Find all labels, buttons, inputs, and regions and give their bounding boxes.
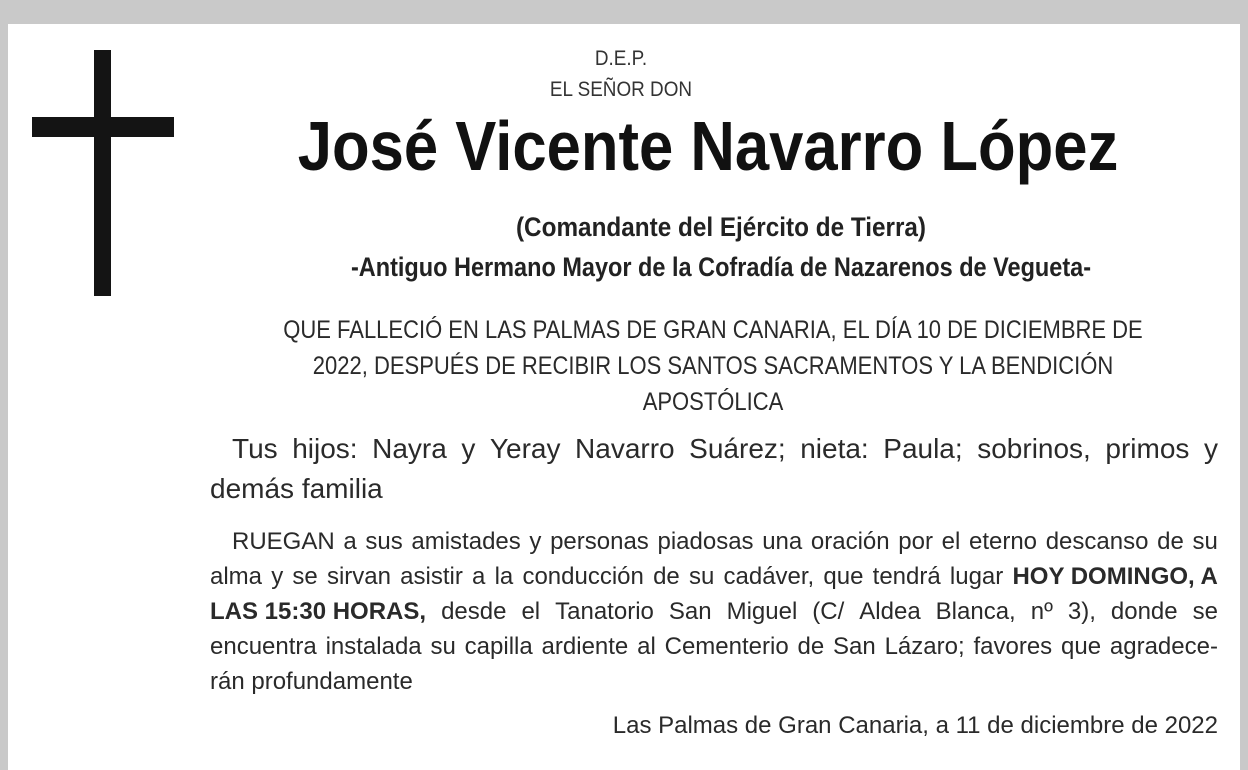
word: Blanca, — [935, 598, 1016, 625]
word: sirvan — [326, 563, 391, 590]
word: por — [898, 528, 933, 555]
request-paragraph — [210, 524, 1218, 699]
word: cadáver, — [723, 563, 815, 590]
request-line — [210, 524, 1218, 559]
place-date-signature: Las Palmas de Gran Canaria, a 11 de diciembre de 2022 — [612, 712, 1218, 739]
word: Navarro — [575, 433, 675, 464]
word: y — [1203, 433, 1218, 464]
request-line — [210, 664, 1218, 699]
cross-vertical-bar — [94, 50, 111, 296]
word: eterno — [968, 528, 1038, 555]
word: nieta: — [800, 433, 869, 464]
word: el — [941, 528, 961, 555]
brotherhood-title: -Antiguo Hermano Mayor de la Cofradía de Nazarenos de Vegueta- — [350, 252, 1092, 282]
obituary-card — [8, 24, 1240, 770]
word: se — [292, 563, 318, 590]
word: oración — [810, 528, 890, 555]
comma: , — [419, 598, 427, 625]
word: instalada — [325, 633, 422, 660]
request-line — [210, 594, 1218, 629]
word: sus — [365, 528, 403, 555]
word: su — [1192, 528, 1218, 555]
word: tendrá — [872, 563, 941, 590]
word: que — [1061, 633, 1102, 660]
request-word: rán profundamente — [210, 668, 413, 695]
word: y — [271, 563, 284, 590]
cross-horizontal-bar — [32, 117, 174, 137]
word: hijos: — [292, 433, 358, 464]
word: Paula; — [883, 433, 963, 464]
deceased-rank: (Comandante del Ejército de Tierra) — [515, 212, 927, 242]
word: de — [653, 563, 680, 590]
word: el — [521, 598, 541, 625]
word: nº — [1030, 598, 1053, 625]
death-notice-line: QUE FALLECIÓ EN LAS PALMAS DE GRAN CANARIA, EL DÍA 10 DE DICIEMBRE DE — [283, 316, 1143, 344]
word: al — [637, 633, 656, 660]
word: piadosas — [657, 528, 754, 555]
word: alma — [210, 563, 263, 590]
word: Tus — [232, 433, 278, 464]
death-notice-line: APOSTÓLICA — [642, 388, 784, 416]
word: a — [343, 528, 357, 555]
dep-label: D.E.P. — [594, 47, 648, 70]
word: de — [797, 633, 825, 660]
word: Suárez; — [689, 433, 786, 464]
word: (C/ — [812, 598, 845, 625]
word: RUEGAN — [232, 528, 335, 555]
bold-time-phrase: LAS 15:30 HORAS, — [210, 598, 427, 625]
word: a — [472, 563, 486, 590]
word: lugar — [949, 563, 1004, 590]
word: donde — [1110, 598, 1178, 625]
word: San — [833, 633, 876, 660]
word: Cementerio — [664, 633, 789, 660]
word: primos — [1105, 433, 1190, 464]
request-line — [210, 559, 1218, 594]
word: personas — [550, 528, 649, 555]
word: capilla — [464, 633, 533, 660]
word: y — [529, 528, 542, 555]
death-notice — [213, 312, 1213, 420]
word: ardiente — [541, 633, 629, 660]
family-line: demás familia — [210, 473, 383, 504]
request-line — [210, 629, 1218, 664]
word: Nayra — [372, 433, 447, 464]
bold-time-phrase: HOY DOMINGO, A — [1012, 563, 1218, 590]
word: Yeray — [489, 433, 561, 464]
word: y — [461, 433, 476, 464]
deceased-name: José Vicente Navarro López — [297, 107, 1119, 185]
word: de — [1157, 528, 1184, 555]
word: San — [668, 598, 712, 625]
word: asistir — [400, 563, 463, 590]
word: 3), — [1067, 598, 1096, 625]
word: su — [430, 633, 456, 660]
word: descanso — [1045, 528, 1149, 555]
word: conducción — [522, 563, 644, 590]
word: sobrinos, — [977, 433, 1091, 464]
word: encuentra — [210, 633, 317, 660]
word: amistades — [411, 528, 521, 555]
word: que — [823, 563, 864, 590]
word: la — [494, 563, 514, 590]
death-notice-line: 2022, DESPUÉS DE RECIBIR LOS SANTOS SACRAMENTOS Y LA BENDICIÓN — [312, 352, 1114, 380]
word: Aldea — [859, 598, 921, 625]
word: se — [1192, 598, 1218, 625]
word: su — [688, 563, 715, 590]
word: agradece- — [1109, 633, 1218, 660]
word: una — [762, 528, 803, 555]
word: Miguel — [726, 598, 798, 625]
word: Lázaro; — [884, 633, 965, 660]
honorific-label: EL SEÑOR DON — [549, 78, 693, 101]
word: desde — [441, 598, 507, 625]
family-paragraph — [210, 429, 1218, 509]
word: Tanatorio — [555, 598, 654, 625]
word: favores — [973, 633, 1053, 660]
family-line — [210, 429, 1218, 469]
